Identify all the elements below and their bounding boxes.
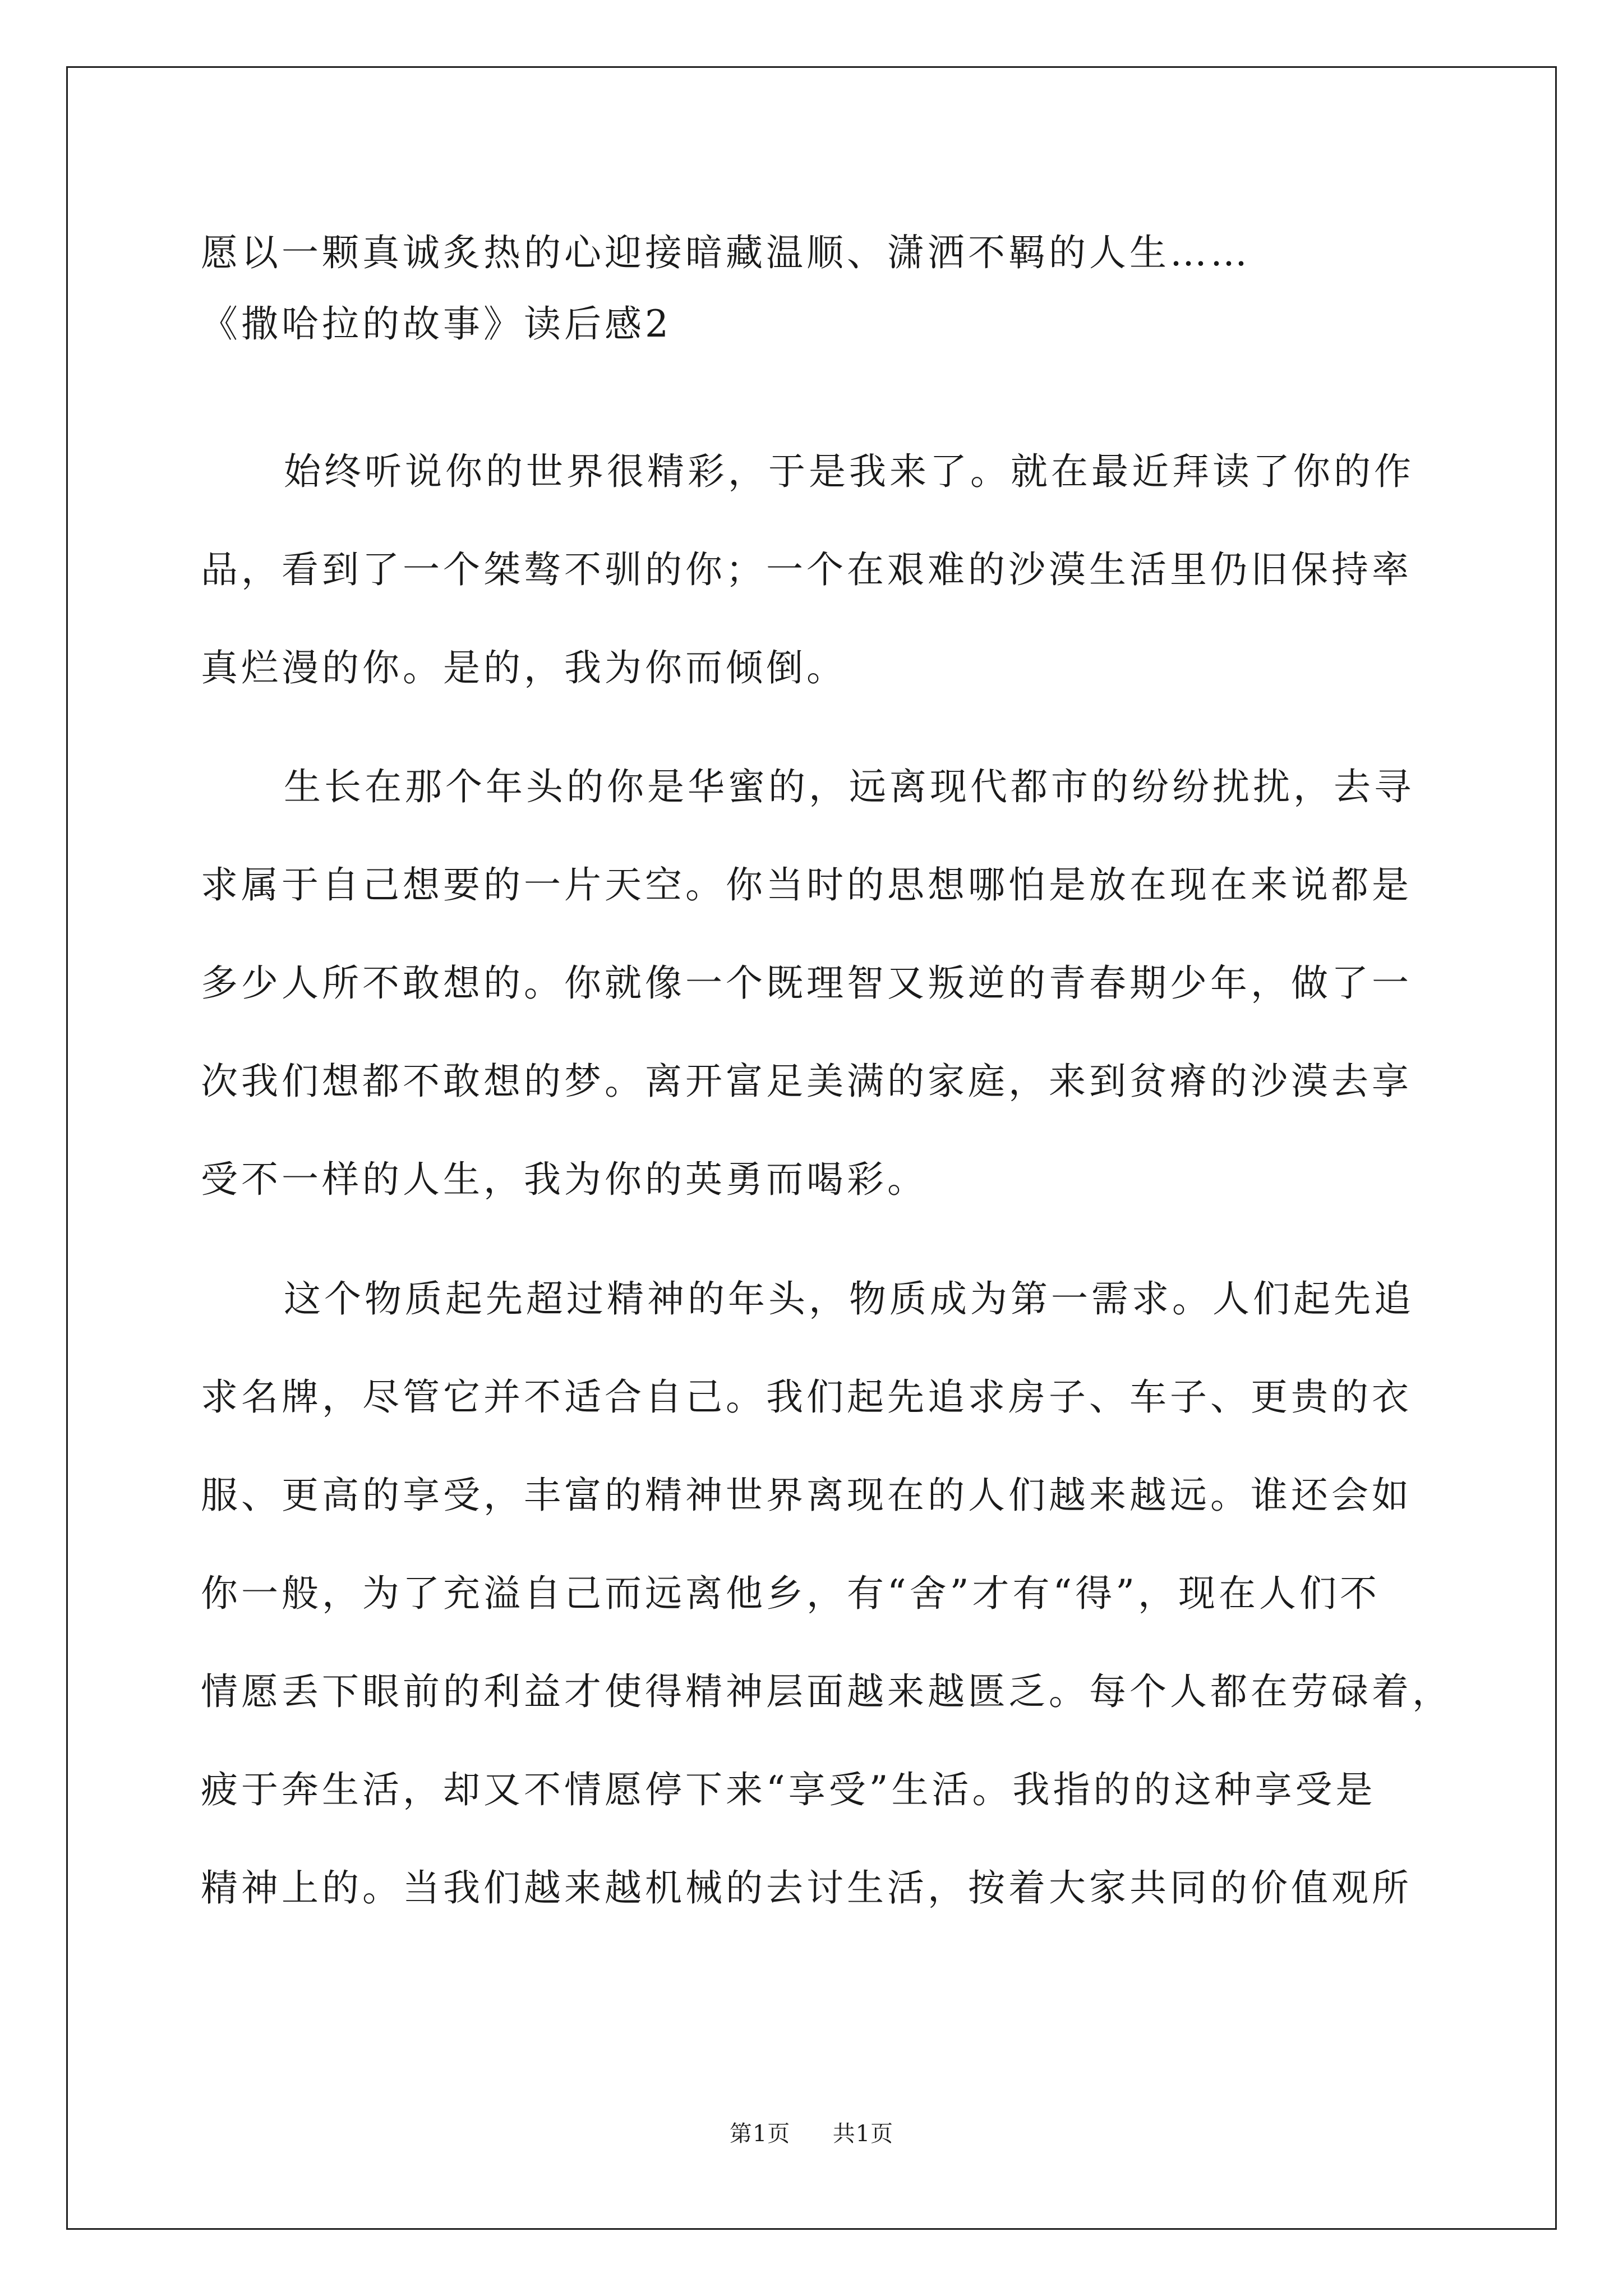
paragraph-1-line-1: 始终听说你的世界很精彩，于是我来了。就在最近拜读了你的作 <box>284 450 1414 493</box>
paragraph-3-line-5: 情愿丢下眼前的利益才使得精神层面越来越匮乏。每个人都在劳碌着， <box>201 1670 1453 1713</box>
paragraph-1-line-2: 品，看到了一个桀骜不驯的你；一个在艰难的沙漠生活里仍旧保持率 <box>201 548 1412 591</box>
paragraph-2-line-3: 多少人所不敢想的。你就像一个既理智又叛逆的青春期少年，做了一 <box>201 961 1412 1005</box>
paragraph-2-line-2: 求属于自己想要的一片天空。你当时的思想哪怕是放在现在来说都是 <box>201 863 1412 907</box>
page-footer <box>0 2116 1623 2148</box>
paragraph-3-line-4: 你一般，为了充溢自己而远离他乡，有“舍”才有“得”，现在人们不 <box>201 1572 1380 1615</box>
paragraph-3-line-2: 求名牌，尽管它并不适合自己。我们起先追求房子、车子、更贵的衣 <box>201 1375 1412 1419</box>
paragraph-2-line-1: 生长在那个年头的你是华蜜的，远离现代都市的纷纷扰扰，去寻 <box>284 765 1414 808</box>
paragraph-2-line-4: 次我们想都不敢想的梦。离开富足美满的家庭，来到贫瘠的沙漠去享 <box>201 1060 1412 1103</box>
paragraph-3-line-6: 疲于奔生活，却又不情愿停下来“享受”生活。我指的的这种享受是 <box>201 1768 1376 1811</box>
paragraph-3-line-1: 这个物质起先超过精神的年头，物质成为第一需求。人们起先追 <box>284 1277 1414 1320</box>
section-heading: 《撒哈拉的故事》读后感2 <box>201 302 672 346</box>
page-total: 共1页 <box>832 2121 894 2147</box>
paragraph-2-line-5: 受不一样的人生，我为你的英勇而喝彩。 <box>201 1158 928 1201</box>
text-line: 愿以一颗真诚炙热的心迎接暗藏温顺、潇洒不羁的人生…… <box>201 231 1251 274</box>
page-number: 第1页 <box>729 2121 791 2147</box>
paragraph-3-line-7: 精神上的。当我们越来越机械的去讨生活，按着大家共同的价值观所 <box>201 1866 1412 1910</box>
paragraph-1-line-3: 真烂漫的你。是的，我为你而倾倒。 <box>201 646 847 689</box>
paragraph-3-line-3: 服、更高的享受，丰富的精神世界离现在的人们越来越远。谁还会如 <box>201 1474 1412 1517</box>
